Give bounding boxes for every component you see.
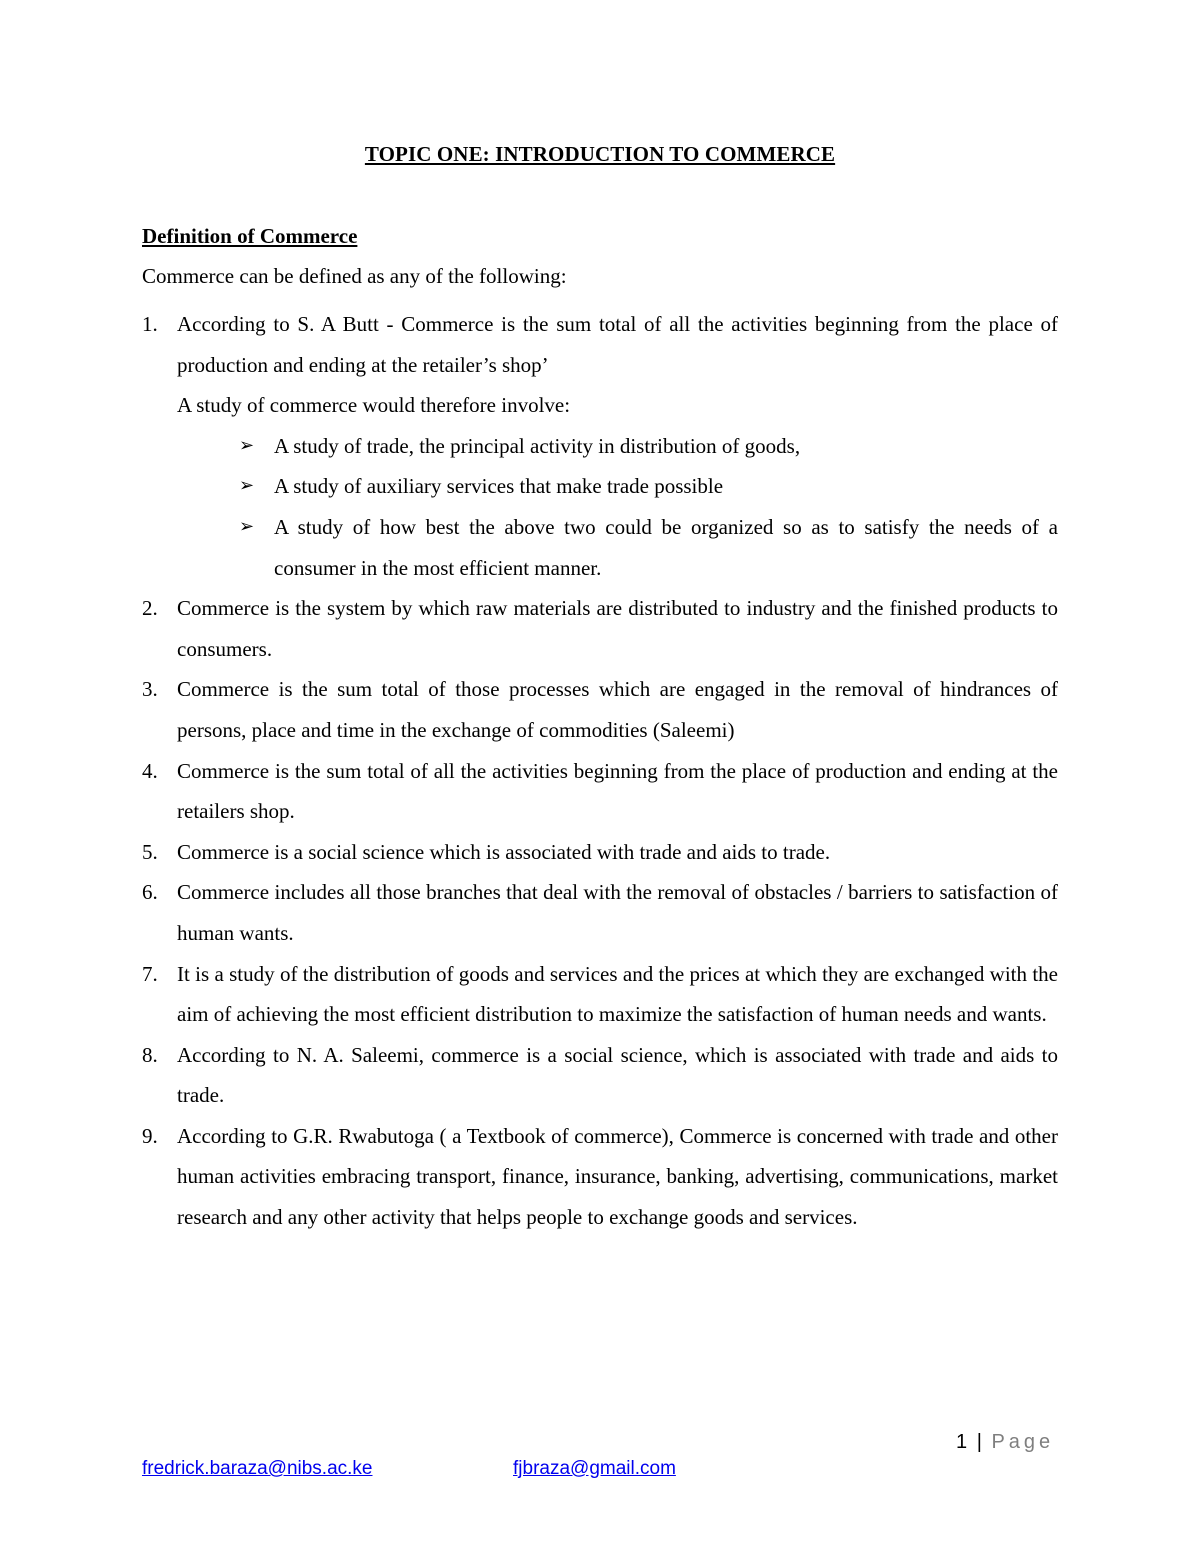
bullet-text: A study of how best the above two could be organized so as to satisfy the needs of a consumer in the most efficient manner. bbox=[274, 514, 1058, 580]
list-item-number: 8. bbox=[142, 1042, 158, 1067]
list-item-text: According to G.R. Rwabutoga ( a Textbook of commerce), Commerce is concerned with trade and other human activities embracing transport, finance, insurance, banking, advertising, communications, market research and any other activity that helps people to exchange goods and services. bbox=[177, 1123, 1058, 1230]
list-item bbox=[142, 304, 1058, 385]
arrow-bullet-icon: ➢ bbox=[239, 475, 255, 497]
arrow-bullet-icon: ➢ bbox=[239, 515, 255, 537]
page-number bbox=[956, 1431, 1054, 1454]
list-item-number: 3. bbox=[142, 677, 158, 702]
list-item-text: Commerce includes all those branches that deal with the removal of obstacles / barriers to satisfaction of human wants. bbox=[177, 880, 1058, 945]
list-item-text: Commerce is a social science which is associated with trade and aids to trade. bbox=[177, 839, 831, 864]
list-item-text: Commerce is the sum total of all the activities beginning from the place of production and ending at the retailers shop. bbox=[177, 758, 1058, 824]
list-item-text: Commerce is the system by which raw materials are distributed to industry and the finished products to consumers. bbox=[177, 596, 1058, 661]
definition-list bbox=[142, 304, 1058, 1238]
section-heading: Definition of Commerce bbox=[142, 224, 358, 248]
list-item-number: 2. bbox=[142, 596, 158, 621]
list-item bbox=[142, 669, 1058, 750]
arrow-bullet-icon: ➢ bbox=[239, 434, 255, 456]
list-item bbox=[142, 751, 1058, 832]
page-separator: | bbox=[976, 1431, 982, 1453]
list-item bbox=[142, 1116, 1058, 1238]
list-item-number: 6. bbox=[142, 880, 158, 905]
page-number-value: 1 bbox=[956, 1431, 968, 1453]
bullet-item bbox=[239, 426, 1058, 467]
list-item-text: According to N. A. Saleemi, commerce is a social science, which is associated with trade and aids to trade. bbox=[177, 1042, 1058, 1108]
list-item-text: According to S. A Butt - Commerce is the sum total of all the activities beginning from the place of production and ending at the retailer’s shop’ bbox=[177, 312, 1058, 377]
footer-email-link-2[interactable]: fjbraza@gmail.com bbox=[513, 1458, 676, 1479]
bullet-text: A study of trade, the principal activity in distribution of goods, bbox=[274, 433, 801, 458]
footer-email-link-1[interactable]: fredrick.baraza@nibs.ac.ke bbox=[142, 1458, 373, 1479]
page-title: TOPIC ONE: INTRODUCTION TO COMMERCE bbox=[364, 142, 836, 166]
intro-text: Commerce can be defined as any of the following: bbox=[142, 264, 567, 288]
list-item-number: 5. bbox=[142, 839, 158, 864]
bullet-item bbox=[239, 466, 1058, 507]
bullet-text: A study of auxiliary services that make trade possible bbox=[274, 474, 724, 499]
bullet-item bbox=[239, 507, 1058, 588]
list-item-text: It is a study of the distribution of goods and services and the prices at which they are exchanged with the aim of achieving the most efficient distribution to maximize the satisfaction of human needs and wants. bbox=[177, 961, 1058, 1027]
list-item-text: Commerce is the sum total of those processes which are engaged in the removal of hindrances of persons, place and time in the exchange of commodities (Saleemi) bbox=[177, 677, 1058, 742]
list-item-number: 9. bbox=[142, 1123, 158, 1148]
list-item bbox=[142, 832, 1058, 873]
list-item-number: 7. bbox=[142, 961, 158, 986]
sub-intro-text: A study of commerce would therefore involve: bbox=[177, 393, 571, 418]
list-item bbox=[142, 872, 1058, 953]
page-label: Page bbox=[991, 1431, 1055, 1453]
list-item-number: 4. bbox=[142, 758, 158, 783]
list-item-number: 1. bbox=[142, 312, 158, 336]
list-item bbox=[142, 1035, 1058, 1116]
list-item bbox=[142, 588, 1058, 669]
list-item bbox=[142, 954, 1058, 1035]
bullet-list bbox=[142, 426, 1058, 588]
